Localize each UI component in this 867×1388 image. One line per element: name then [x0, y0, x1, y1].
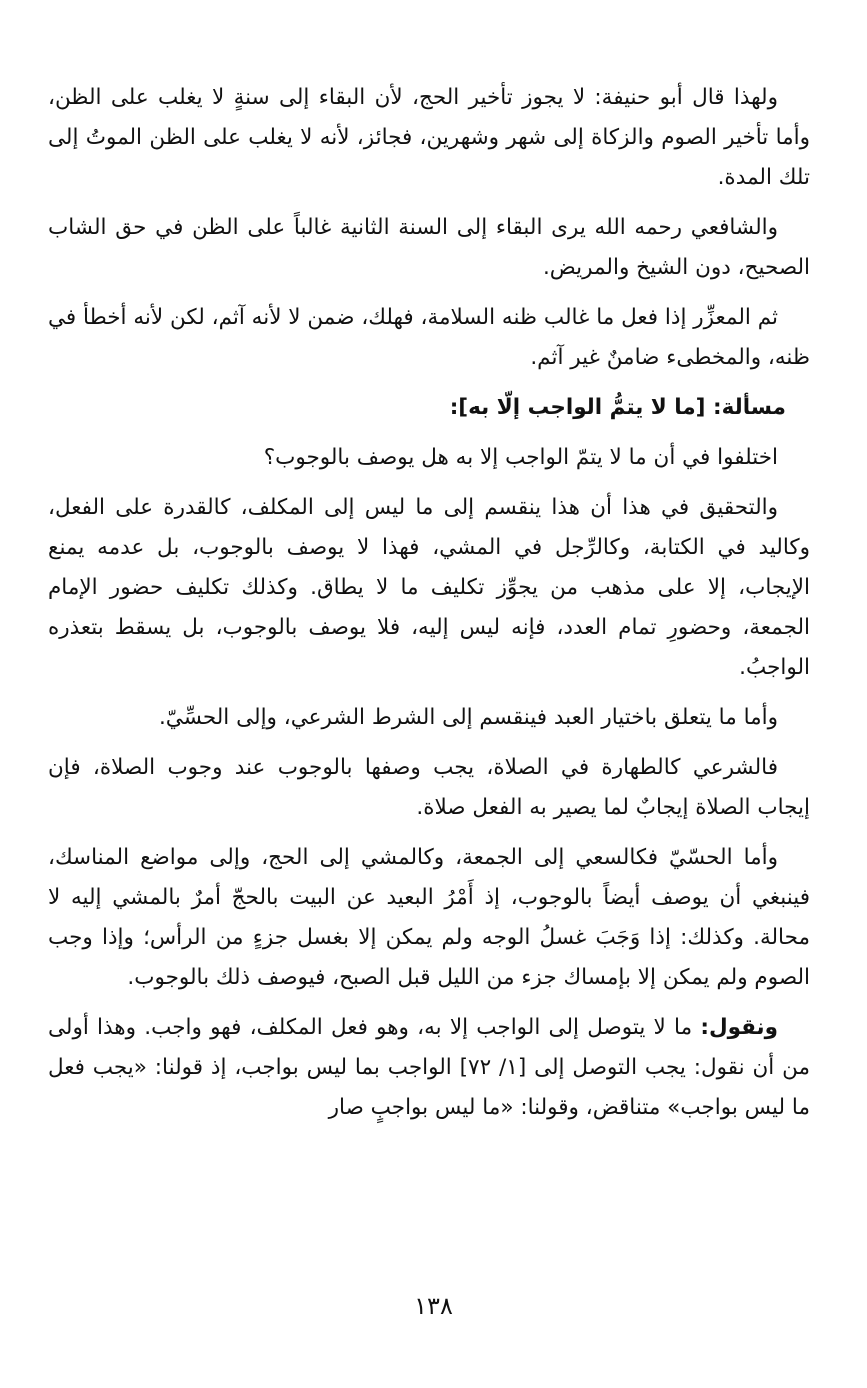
issue-heading	[48, 388, 810, 428]
page-number: ١٣٨	[414, 1292, 453, 1320]
paragraph-shari: فالشرعي كالطهارة في الصلاة، يجب وصفها بالوجوب عند وجوب الصلاة، فإن إيجاب الصلاة إيجابٌ لما يصير به الفعل صلاة.	[48, 755, 810, 820]
paragraph-shafii: والشافعي رحمه الله يرى البقاء إلى السنة الثانية غالباً على الظن في حق الشاب الصحيح، دون الشيخ والمريض.	[48, 215, 810, 280]
issue-label: مسألة:	[713, 395, 786, 420]
paragraph-abu-hanifa: ولهذا قال أبو حنيفة: لا يجوز تأخير الحج، لأن البقاء إلى سنةٍ لا يغلب على الظن، وأما تأخير الصوم والزكاة إلى شهر وشهرين، فجائز، لأنه لا يغلب على الظن الموتُ إلى تلك المدة.	[48, 85, 810, 190]
paragraph-ikhtalafu: اختلفوا في أن ما لا يتمّ الواجب إلا به هل يوصف بالوجوب؟	[263, 445, 778, 470]
paragraph-ikhtiyar: وأما ما يتعلق باختيار العبد فينقسم إلى الشرط الشرعي، وإلى الحسِّيّ.	[158, 705, 778, 730]
naqul-lead: ونقول:	[700, 1015, 778, 1040]
paragraph-hissi: وأما الحسّيّ فكالسعي إلى الجمعة، وكالمشي إلى الحج، وإلى مواضع المناسك، فينبغي أن يوصف أيضاً بالوجوب، إذ أَمْرُ البعيد عن البيت بالحجّ أمرٌ بالمشي إليه لا محالة. وكذلك: إذا وَجَبَ غسلُ الوجه ولم يمكن إلا بغسل جزءٍ من الرأس؛ وإذا وجب الصوم ولم يمكن إلا بإمساك جزء من الليل قبل الصبح، فيوصف ذلك بالوجوب.	[48, 845, 810, 990]
issue-title: [ما لا يتمُّ الواجب إلّا به]:	[449, 395, 706, 420]
paragraph-muazzir: ثم المعزِّر إذا فعل ما غالب ظنه السلامة، فهلك، ضمن لا لأنه آثم، لكن لأنه أخطأ في ظنه، والمخطىء ضامنٌ غير آثم.	[48, 305, 810, 370]
paragraph-naqul	[48, 1008, 810, 1128]
page-body	[48, 78, 810, 1138]
paragraph-tahqiq: والتحقيق في هذا أن هذا ينقسم إلى ما ليس إلى المكلف، كالقدرة على الفعل، وكاليد في الكتابة، وكالرِّجل في المشي، فهذا لا يوصف بالوجوب، بل عدمه يمنع الإيجاب، إلا على مذهب من يجوِّز تكليف ما لا يطاق. وكذلك تكليف حضور الإمام الجمعة، وحضورِ تمام العدد، فإنه ليس إليه، فلا يوصف بالوجوب، بل يسقط بتعذره الواجبُ.	[48, 495, 810, 680]
naqul-text: ما لا يتوصل إلى الواجب إلا به، وهو فعل المكلف، فهو واجب. وهذا أولى من أن نقول: يجب التوصل إلى [١/ ٧٢] الواجب بما ليس بواجب، إذ قولنا: «يجب فعل ما ليس بواجب» متناقض، وقولنا: «ما ليس بواجبٍ صار	[48, 1015, 811, 1120]
